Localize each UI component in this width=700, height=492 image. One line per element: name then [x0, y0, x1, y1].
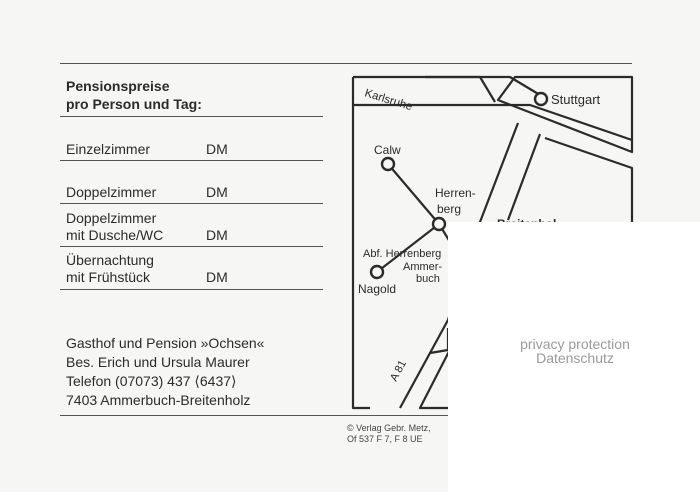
a81-road-upper-right	[508, 134, 540, 220]
stuttgart-marker-icon	[535, 93, 547, 105]
address-line-phone: Telefon (07073) 437 ⟨6437⟩	[66, 373, 237, 389]
row-rule	[60, 160, 323, 161]
address-line-name: Gasthof und Pension »Ochsen«	[66, 335, 265, 351]
row-rule	[60, 246, 323, 247]
right-block	[545, 138, 632, 222]
map-label-stuttgart: Stuttgart	[551, 92, 601, 107]
publisher-line1: © Verlag Gebr. Metz,	[347, 423, 431, 433]
privacy-line1: privacy protection	[520, 336, 630, 352]
price-row-uebernachtung: Übernachtung	[66, 252, 154, 268]
map-label-ammerbuch-2: buch	[416, 273, 440, 285]
row-rule	[60, 203, 323, 204]
map-label-nagold: Nagold	[358, 282, 397, 296]
herrenberg-marker-icon	[433, 218, 445, 230]
row-rule	[60, 289, 323, 290]
stuttgart-block	[498, 77, 632, 152]
price-row-currency: DM	[206, 269, 228, 285]
map-frame	[353, 77, 370, 408]
price-row-doppelzimmer: Doppelzimmer	[66, 184, 157, 200]
price-row-einzelzimmer: Einzelzimmer	[66, 141, 151, 157]
price-row-currency: DM	[206, 184, 228, 200]
price-row-currency: DM	[206, 227, 228, 243]
privacy-notice	[500, 337, 650, 365]
price-row-currency: DM	[206, 141, 228, 157]
publisher-line2: Of 537 F 7, F 8 UE	[347, 434, 423, 444]
address-line-owner: Bes. Erich und Ursula Maurer	[66, 354, 250, 370]
address-line-city: 7403 Ammerbuch-Breitenholz	[66, 392, 251, 408]
calw-marker-icon	[382, 158, 394, 170]
map-label-herrenberg-1: Herren-	[435, 186, 476, 200]
price-row-doppelzimmer-dusche: Doppelzimmer	[66, 210, 157, 226]
pricing-heading-line1: Pensionspreise	[66, 78, 170, 94]
price-row-uebernachtung-line2: mit Frühstück	[66, 269, 151, 285]
map-label-herrenberg-2: berg	[437, 202, 462, 216]
map-block-top	[425, 77, 495, 102]
price-row-doppelzimmer-dusche-line2: mit Dusche/WC	[66, 227, 164, 243]
map-label-calw: Calw	[374, 143, 401, 157]
map-label-ammerbuch-1: Ammer-	[403, 261, 443, 273]
calw-herrenberg-link	[388, 164, 439, 224]
map-label-abf-herrenberg: Abf. Herrenberg	[363, 248, 442, 260]
privacy-line2: Datenschutz	[536, 350, 614, 366]
map-label-a81: A 81	[388, 358, 409, 384]
pricing-heading-line2: pro Person und Tag:	[66, 96, 202, 112]
nagold-marker-icon	[371, 266, 383, 278]
heading-rule	[60, 116, 323, 117]
map-label-karlsruhe: Karlsruhe	[363, 87, 414, 114]
